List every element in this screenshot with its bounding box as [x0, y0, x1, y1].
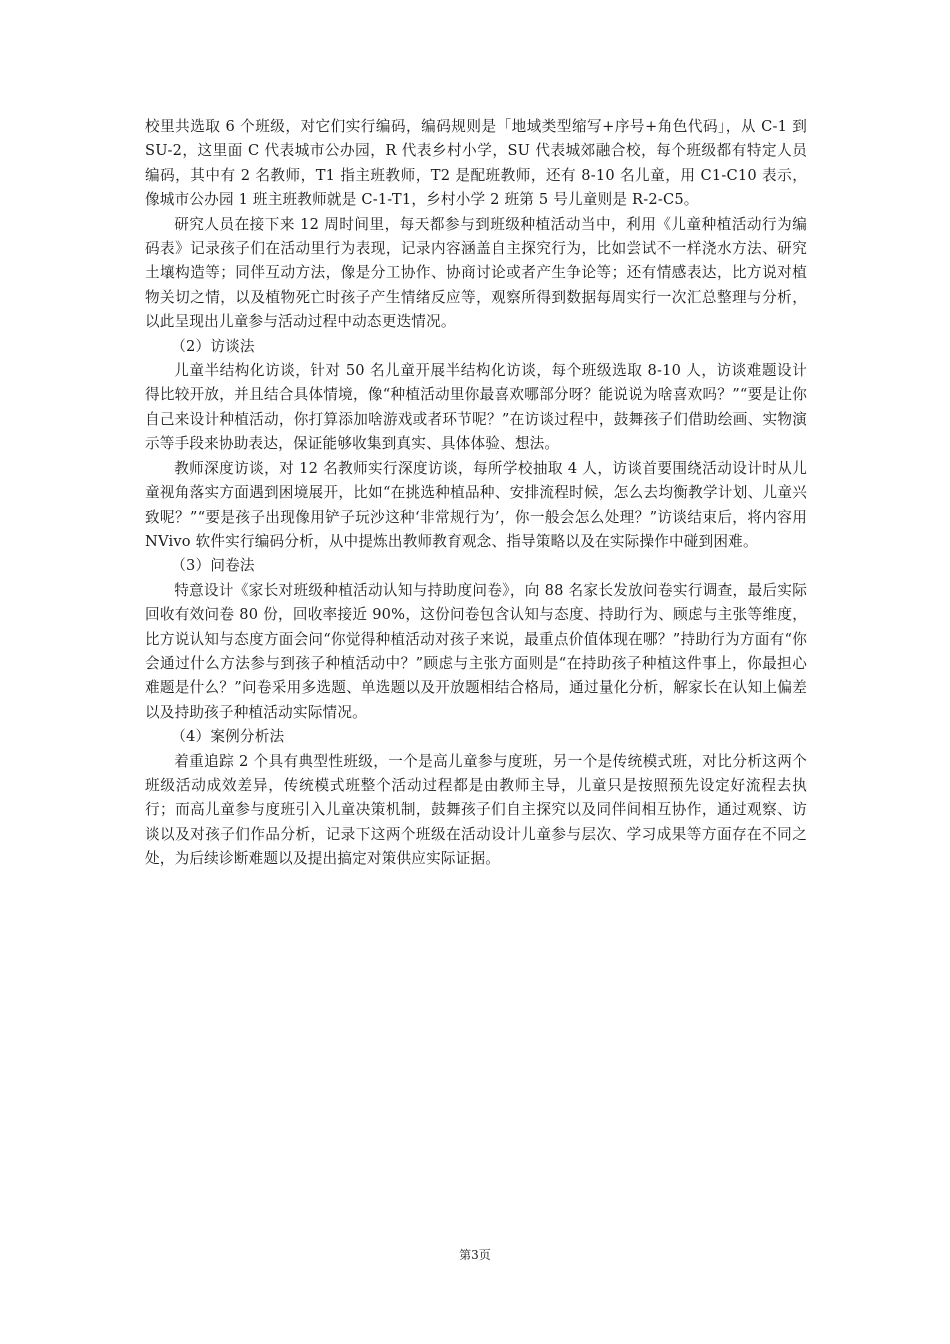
section-heading-case-study: （4）案例分析法	[171, 728, 285, 746]
document-body	[145, 115, 807, 872]
section-heading-questionnaire: （3）问卷法	[171, 557, 255, 575]
section-heading-interview: （2）访谈法	[171, 337, 255, 355]
paragraph-observation: 研究人员在接下来 12 周时间里，每天都参与到班级种植活动当中，利用《儿童种植活动行为编码表》记录孩子们在活动里行为表现，记录内容涵盖自主探究行为，比如尝试不一样浇水方法、研究土壤构造等；同伴互动方法，像是分工协作、协商讨论或者产生争论等；还有情感表达，比方说对植物关切之情，以及植物死亡时孩子产生情绪反应等，观察所得到数据每周实行一次汇总整理与分析，以此呈现出儿童参与活动过程中动态更迭情况。	[145, 215, 807, 331]
page-number: 第3页	[459, 1248, 491, 1262]
paragraph-case-study: 着重追踪 2 个具有典型性班级，一个是高儿童参与度班，另一个是传统模式班，对比分析这两个班级活动成效差异，传统模式班整个活动过程都是由教师主导，儿童只是按照预先设定好流程去执行；而高儿童参与度班引入儿童决策机制，鼓舞孩子们自主探究以及同伴间相互协作，通过观察、访谈以及对孩子们作品分析，记录下这两个班级在活动设计儿童参与层次、学习成果等方面存在不同之处，为后续诊断难题以及提出搞定对策供应实际证据。	[145, 752, 807, 868]
paragraph-coding-rules: 校里共选取 6 个班级，对它们实行编码，编码规则是「地域类型缩写+序号+角色代码」，从 C-1 到 SU-2，这里面 C 代表城市公办园，R 代表乡村小学，SU 代表城郊融合校，每个班级都有特定人员编码，其中有 2 名教师，T1 指主班教师，T2 是配班教师，还有 8-10 名儿童，用 C1-C10 表示，像城市公办园 1 班主班教师就是 C-1-T1，乡村小学 2 班第 5 号儿童则是 R-2-C5。	[145, 118, 807, 209]
paragraph-teacher-interview: 教师深度访谈，对 12 名教师实行深度访谈，每所学校抽取 4 人，访谈首要围绕活动设计时从儿童视角落实方面遇到困境展开，比如“在挑选种植品种、安排流程时候，怎么去均衡教学计划、儿童兴致呢？”“要是孩子出现像用铲子玩沙这种‘非常规行为’，你一般会怎么处理？”访谈结束后，将内容用 NVivo 软件实行编码分析，从中提炼出教师教育观念、指导策略以及在实际操作中碰到困难。	[145, 459, 807, 550]
paragraph-child-interview: 儿童半结构化访谈，针对 50 名儿童开展半结构化访谈，每个班级选取 8-10 人，访谈难题设计得比较开放，并且结合具体情境，像“种植活动里你最喜欢哪部分呀？能说说为啥喜欢吗？”“要是让你自己来设计种植活动，你打算添加啥游戏或者环节呢？”在访谈过程中，鼓舞孩子们借助绘画、实物演示等手段来协助表达，保证能够收集到真实、具体体验、想法。	[145, 362, 807, 453]
paragraph-questionnaire: 特意设计《家长对班级种植活动认知与持助度问卷》，向 88 名家长发放问卷实行调查，最后实际回收有效问卷 80 份，回收率接近 90%，这份问卷包含认知与态度、持助行为、顾虑与主张等维度，比方说认知与态度方面会问“你觉得种植活动对孩子来说，最重点价值体现在哪？”持助行为方面有“你会通过什么方法参与到孩子种植活动中？”顾虑与主张方面则是“在持助孩子种植这件事上，你最担心难题是什么？”问卷采用多选题、单选题以及开放题相结合格局，通过量化分析，解家长在认知上偏差以及持助孩子种植活动实际情况。	[145, 581, 807, 721]
